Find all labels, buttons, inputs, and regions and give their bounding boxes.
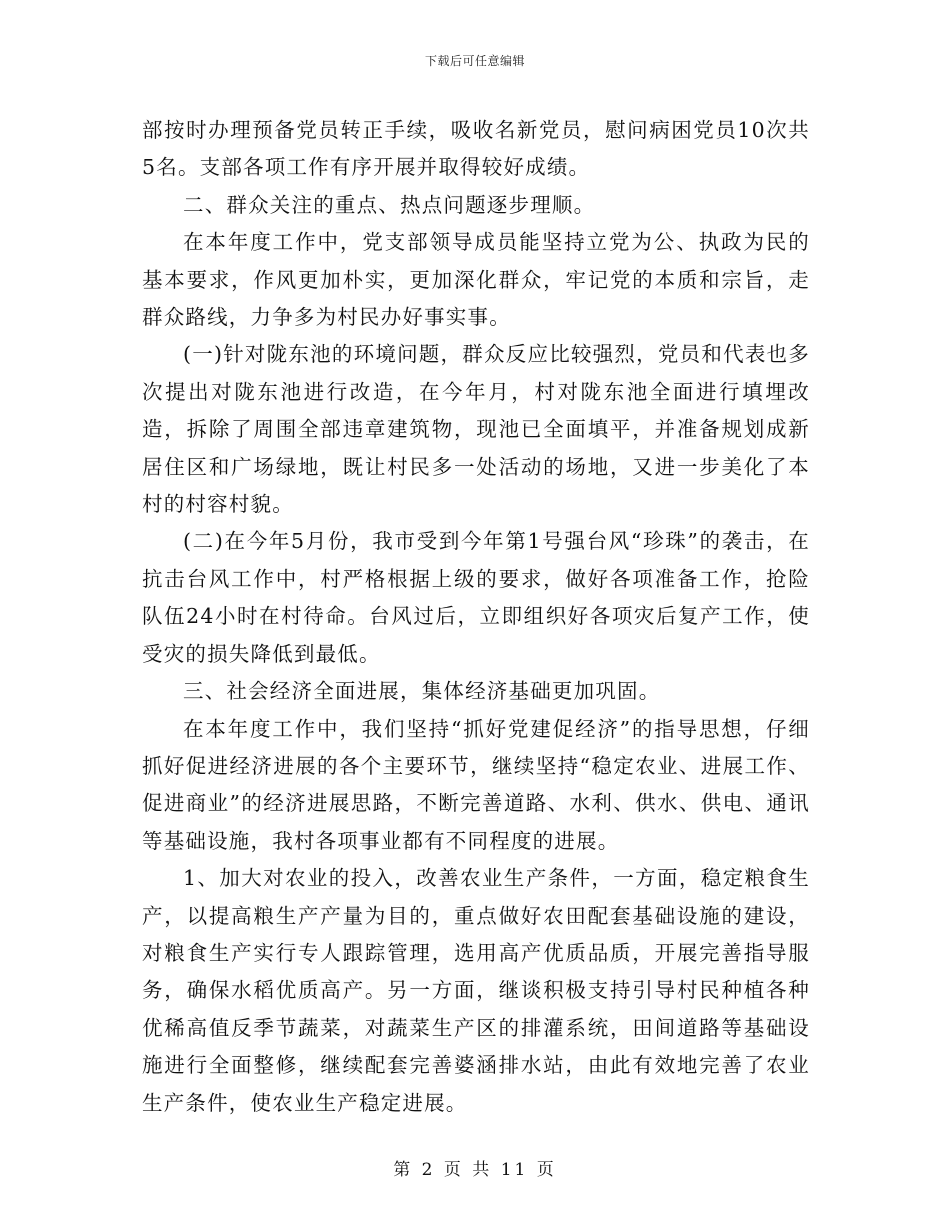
paragraph: (一)针对陇东池的环境问题，群众反应比较强烈，党员和代表也多次提出对陇东池进行改造，在今年月，村对陇东池全面进行填埋改造，拆除了周围全部违章建筑物，现池已全面填平，并准备规划成新居住区和广场绿地，既让村民多一处活动的场地，又进一步美化了本村的村容村貌。 bbox=[142, 342, 810, 517]
paragraph-continuation: 部按时办理预备党员转正手续，吸收名新党员，慰问病困党员10次共5名。支部各项工作有序开展并取得较好成绩。 bbox=[142, 118, 810, 180]
document-body bbox=[142, 112, 810, 1122]
paragraph: 1、加大对农业的投入，改善农业生产条件，一方面，稳定粮食生产，以提高粮生产产量为目的，重点做好农田配套基础设施的建设，对粮食生产实行专人跟踪管理，选用高产优质品质，开展完善指导服务，确保水稻优质高产。另一方面，继谈积极支持引导村民种植各种优稀高值反季节蔬菜，对蔬菜生产区的排灌系统，田间道路等基础设施进行全面整修，继续配套完善婆涵排水站，由此有效地完善了农业生产条件，使农业生产稳定进展。 bbox=[142, 866, 810, 1115]
paragraph: 在本年度工作中，党支部领导成员能坚持立党为公、执政为民的基本要求，作风更加朴实，更加深化群众，牢记党的本质和宗旨，走群众路线，力争多为村民办好事实事。 bbox=[142, 230, 810, 330]
paragraph: 在本年度工作中，我们坚持“抓好党建促经济”的指导思想，仔细抓好促进经济进展的各个主要环节，继续坚持“稳定农业、进展工作、促进商业”的经济进展思路，不断完善道路、水利、供水、供电、通讯等基础设施，我村各项事业都有不同程度的进展。 bbox=[142, 716, 810, 853]
page-number-footer: 第 2 页 共 11 页 bbox=[393, 1160, 557, 1180]
header-note: 下载后可任意编辑 bbox=[424, 54, 525, 68]
section-heading-3: 三、社会经济全面进展，集体经济基础更加巩固。 bbox=[183, 679, 661, 704]
paragraph: (二)在今年5月份，我市受到今年第1号强台风“珍珠”的袭击，在抗击台风工作中，村严格根据上级的要求，做好各项准备工作，抢险队伍24小时在村待命。台风过后，立即组织好各项灾后复产工作，使受灾的损失降低到最低。 bbox=[142, 529, 810, 666]
section-heading-2: 二、群众关注的重点、热点问题逐步理顺。 bbox=[183, 192, 596, 217]
